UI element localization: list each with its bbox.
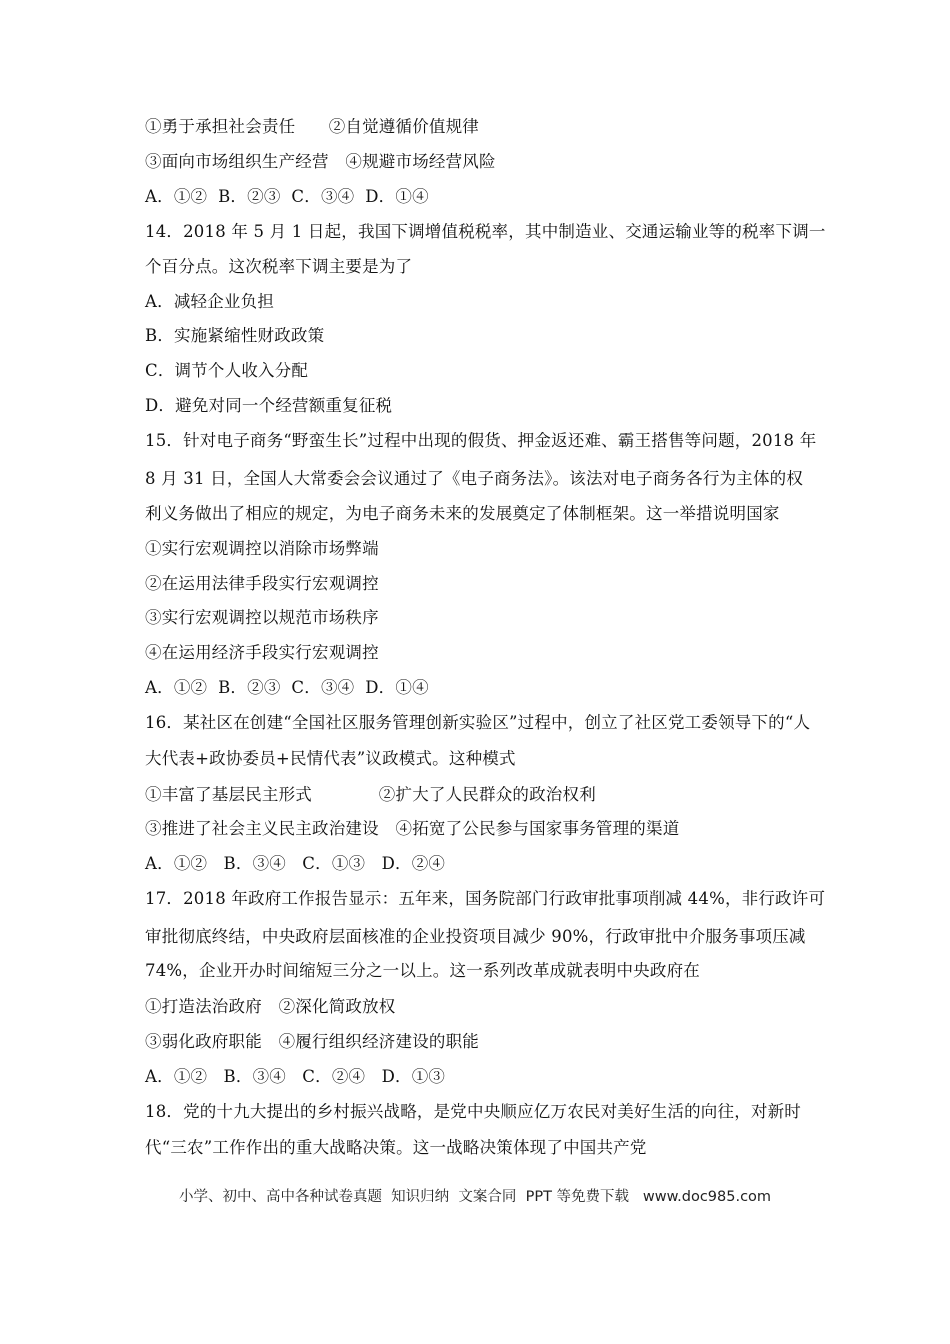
text-line: 个百分点。这次税率下调主要是为了	[145, 257, 413, 276]
page-footer: 小学、初中、高中各种试卷真题 知识归纳 文案合同 PPT 等免费下载 www.doc985.com	[178, 1189, 772, 1205]
text-line: 74%，企业开办时间缩短三分之一以上。这一系列改革成就表明中央政府在	[145, 961, 700, 980]
text-line: 18．党的十九大提出的乡村振兴战略，是党中央顺应亿万农民对美好生活的向往，对新时	[145, 1102, 801, 1121]
text-line: ①勇于承担社会责任 ②自觉遵循价值规律	[145, 117, 479, 136]
text-line: 14．2018 年 5 月 1 日起，我国下调增值税税率，其中制造业、交通运输业等的税率下调一	[145, 222, 826, 241]
text-line: D．避免对同一个经营额重复征税	[145, 396, 393, 415]
text-line: A．①② B．③④ C．①③ D．②④	[145, 854, 446, 873]
text-line: C．调节个人收入分配	[145, 361, 309, 380]
text-line: ①打造法治政府 ②深化简政放权	[145, 997, 396, 1016]
text-line: B．实施紧缩性财政政策	[145, 326, 325, 345]
text-line: A．减轻企业负担	[145, 292, 275, 311]
text-line: A．①② B．②③ C．③④ D．①④	[145, 187, 429, 206]
text-line: ①实行宏观调控以消除市场弊端	[145, 539, 379, 558]
text-line: 17．2018 年政府工作报告显示：五年来，国务院部门行政审批事项削减 44%，非行政许可	[145, 889, 826, 908]
text-line: 大代表+政协委员+民情代表”议政模式。这种模式	[145, 749, 516, 768]
text-line: ③弱化政府职能 ④履行组织经济建设的职能	[145, 1032, 479, 1051]
text-line: ③推进了社会主义民主政治建设 ④拓宽了公民参与国家事务管理的渠道	[145, 819, 680, 838]
text-line: ③实行宏观调控以规范市场秩序	[145, 608, 379, 627]
text-line: ③面向市场组织生产经营 ④规避市场经营风险	[145, 152, 496, 171]
text-line: A．①② B．③④ C．②④ D．①③	[145, 1067, 446, 1086]
text-line: ①丰富了基层民主形式 ②扩大了人民群众的政治权利	[145, 785, 596, 804]
text-line: 代“三农”工作作出的重大战略决策。这一战略决策体现了中国共产党	[145, 1138, 647, 1157]
text-line: ②在运用法律手段实行宏观调控	[145, 574, 379, 593]
text-line: 15．针对电子商务“野蛮生长”过程中出现的假货、押金返还难、霸王搭售等问题，2018 年	[145, 431, 817, 450]
text-line: ④在运用经济手段实行宏观调控	[145, 643, 379, 662]
text-line: 审批彻底终结，中央政府层面核准的企业投资项目减少 90%，行政审批中介服务事项压减	[145, 927, 806, 946]
text-line: 16．某社区在创建“全国社区服务管理创新实验区”过程中，创立了社区党工委领导下的“人	[145, 713, 811, 732]
text-line: 利义务做出了相应的规定，为电子商务未来的发展奠定了体制框架。这一举措说明国家	[145, 504, 780, 523]
text-line: 8 月 31 日，全国人大常委会会议通过了《电子商务法》。该法对电子商务各行为主体的权	[145, 469, 804, 488]
text-line: A．①② B．②③ C．③④ D．①④	[145, 678, 429, 697]
